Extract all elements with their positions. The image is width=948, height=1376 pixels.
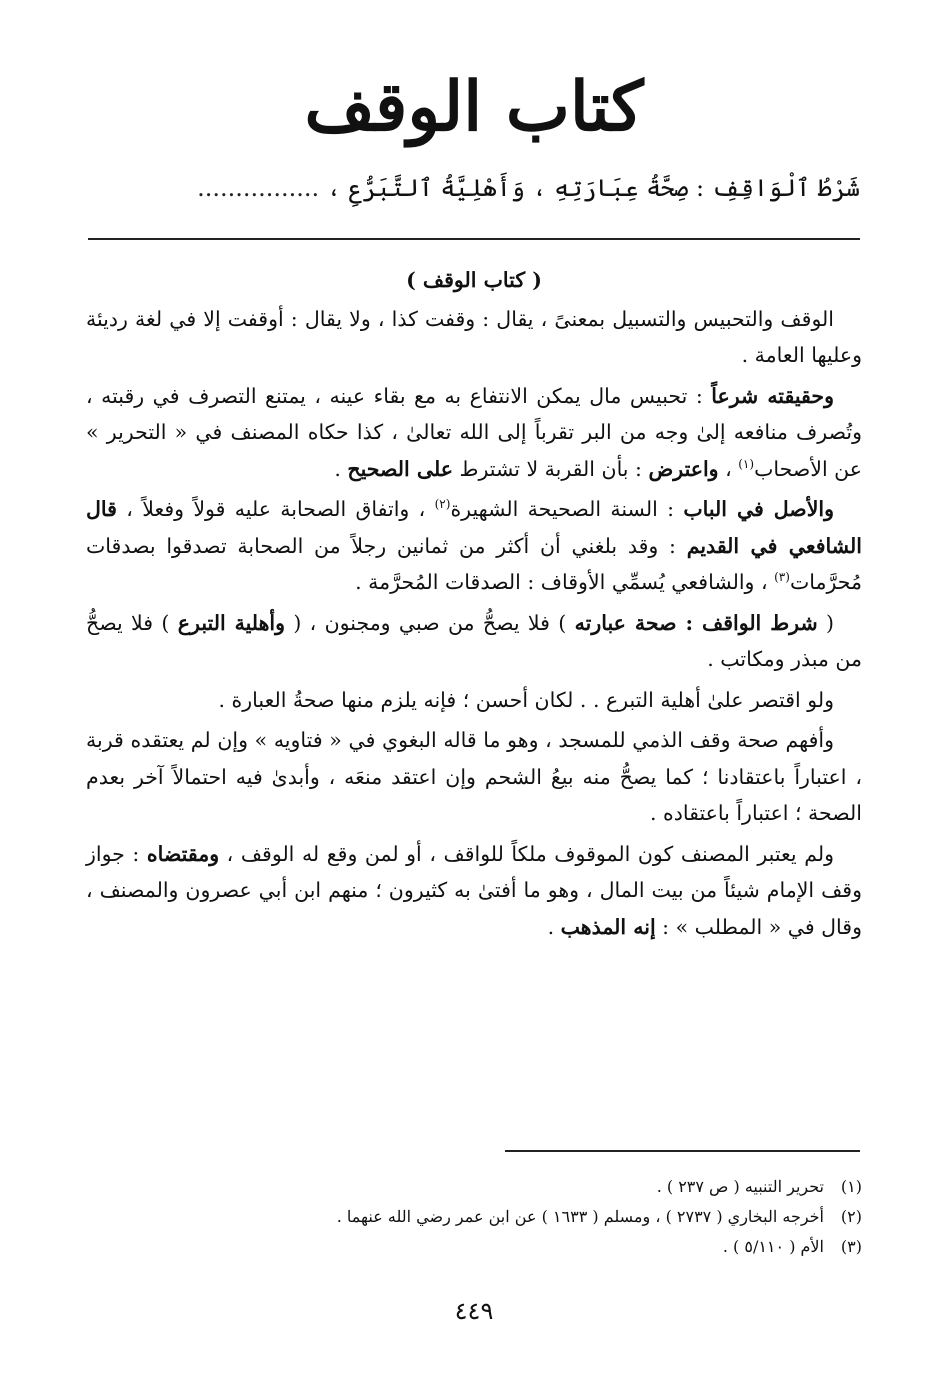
paragraph-1: الوقف والتحبيس والتسبيل بمعنىً ، يقال : وقفت كذا ، ولا يقال : أوقفت إلا في لغة رديئة وعليها العامة . — [86, 306, 862, 367]
bold-term: قال الشافعي في القديم — [86, 497, 862, 558]
paragraph-text: . — [334, 456, 348, 481]
paragraph-text: ، واتفاق الصحابة عليه قولاً وفعلاً ، — [116, 497, 435, 521]
bold-term: شرط الواقف : صحة عبارته — [574, 610, 818, 635]
paragraph-text: : تحبيس مال يمكن الانتفاع به مع بقاء عينه ، يمتنع التصرف في رقبته ، وتُصرف منافعه إلىٰ وجه من البر تقرباً إلى الله تعالىٰ ، كذا حكاه المصنف في « التحرير » عن الأصحاب — [86, 383, 862, 481]
page-number: ٤٤٩ — [454, 1297, 494, 1325]
bold-term: إنه المذهب — [560, 914, 656, 939]
footnote-text: تحرير التنبيه ( ص ٢٣٧ ) . — [656, 1177, 824, 1196]
footnote-marker: (١) — [738, 456, 755, 471]
matn-dots: ................ — [197, 174, 320, 202]
paragraph-text: ، — [718, 456, 739, 481]
paragraph-2 — [86, 378, 862, 488]
paragraph-text: : السنة الصحيحة الشهيرة — [450, 497, 684, 521]
paragraph-text: : جواز وقف الإمام شيئاً من بيت المال ، وهو ما أفتىٰ به كثيرون ؛ منهم ابن أبي عصرون والمصنف ، وقال في « المطلب » : — [86, 841, 862, 939]
paragraph-text: . — [547, 914, 561, 939]
section-heading: ( كتاب الوقف ) — [406, 268, 542, 292]
matn-line — [88, 168, 860, 208]
footnote-number: (٢) — [840, 1207, 862, 1226]
footnote-1 — [86, 1172, 862, 1202]
paragraph-6: وأفهم صحة وقف الذمي للمسجد ، وهو ما قاله البغوي في « فتاويه » وإن لم يعتقده قربة ، اعتباراً باعتقادنا ؛ كما يصحُّ منه بيعُ الشحم وإن اعتقد منعَه ، وأبدىٰ فيه احتمالاً آخر بعدم الصحة ؛ اعتباراً باعتقاده . — [86, 728, 862, 825]
paragraph-text: ولم يعتبر المصنف كون الموقوف ملكاً للواقف ، أو لمن وقع له الوقف ، — [219, 841, 834, 866]
bold-term: واعترض — [648, 456, 719, 481]
paragraph-text: : وقد بلغني أن أكثر من ثمانين رجلاً من الصحابة تصدقوا بصدقات مُحرَّمات — [86, 533, 862, 594]
paragraph-text: ( — [817, 610, 835, 635]
paragraph-4 — [86, 605, 862, 678]
footnotes — [86, 1172, 862, 1262]
paragraph-text: ، والشافعي يُسمِّي الأوقاف : الصدقات المُحرَّمة . — [355, 570, 775, 594]
footnote-number: (٣) — [840, 1237, 862, 1256]
paragraph-5: ولو اقتصر علىٰ أهلية التبرع . . لكان أحسن ؛ فإنه يلزم منها صحةُ العبارة . — [218, 687, 834, 712]
footnote-2 — [86, 1202, 862, 1232]
paragraph-text: ) فلا يصحُّ من صبي ومجنون ، ( — [284, 610, 575, 635]
footnote-divider — [505, 1150, 860, 1152]
matn-text: شَرْطُ ٱلْوَاقِفِ : صِحَّةُ عِبَارَتِهِ ، وَأَهْلِيَّةُ ٱلتَّبَرُّعِ ، — [326, 174, 860, 202]
paragraph-3 — [86, 491, 862, 601]
footnote-number: (١) — [840, 1177, 862, 1196]
footnote-marker: (٣) — [774, 570, 790, 585]
bold-term: وأهلية التبرع — [177, 610, 285, 635]
bold-term: وحقيقته شرعاً — [711, 383, 834, 408]
commentary-body — [86, 262, 862, 949]
bold-term: على الصحيح — [347, 456, 453, 481]
chapter-title: كتاب الوقف — [304, 67, 644, 147]
divider-rule — [88, 238, 860, 240]
footnote-text: أخرجه البخاري ( ٢٧٣٧ ) ، ومسلم ( ١٦٣٣ ) عن ابن عمر رضي الله عنهما . — [336, 1207, 824, 1226]
paragraph-7 — [86, 836, 862, 946]
footnote-marker: (٢) — [434, 497, 451, 512]
bold-term: والأصل في الباب — [683, 497, 834, 521]
paragraph-text: : بأن القربة لا تشترط — [452, 456, 649, 481]
footnote-text: الأم ( ٥/١١٠ ) . — [722, 1237, 824, 1256]
paragraph-text: ) فلا يصحُّ من مبذر ومكاتب . — [86, 610, 862, 671]
bold-term: ومقتضاه — [146, 841, 220, 866]
footnote-3 — [86, 1232, 862, 1262]
